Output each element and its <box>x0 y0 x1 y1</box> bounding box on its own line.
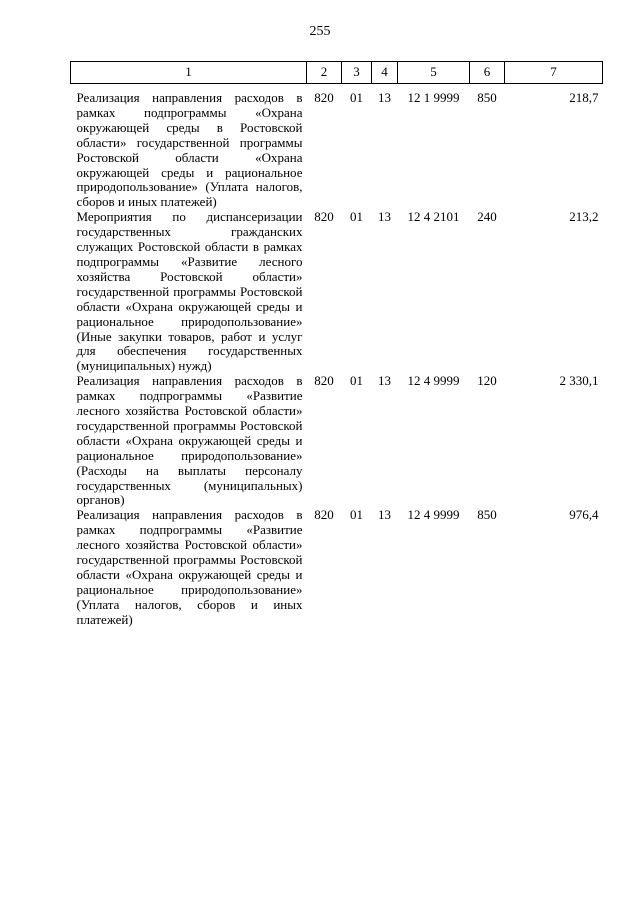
column-header-6: 6 <box>470 62 505 84</box>
row-subsection-code: 13 <box>378 507 391 523</box>
table-row <box>71 84 603 211</box>
table-row <box>71 508 603 627</box>
row-amount: 218,7 <box>569 90 599 105</box>
row-amount: 2 330,1 <box>559 373 599 389</box>
row-target-article: 12 4 2101 <box>407 209 460 225</box>
row-expense-type: 850 <box>477 507 497 523</box>
column-header-5: 5 <box>398 62 470 84</box>
row-ministry-code: 820 <box>314 90 334 105</box>
table-row <box>71 374 603 508</box>
row-description: Мероприятия по диспансеризации государственных гражданских служащих Ростовской области в рамках подпрограммы «Развитие лесного хозяйства Ростовской области» государственной программы Ростовской области «Охрана окружающей среды и рациональное природопользование» (Иные закупки товаров, работ и услуг для обеспечения государственных (муниципальных) нужд) <box>76 209 303 374</box>
column-header-7: 7 <box>505 62 603 84</box>
row-description: Реализация направления расходов в рамках подпрограммы «Развитие лесного хозяйства Ростовской области» государственной программы Ростовской области «Охрана окружающей среды и рациональное природопользование» (Расходы на выплаты персоналу государственных (муниципальных) органов) <box>76 373 303 508</box>
column-header-2: 2 <box>307 62 342 84</box>
row-description: Реализация направления расходов в рамках подпрограммы «Развитие лесного хозяйства Ростовской области» государственной программы Ростовской области «Охрана окружающей среды и рациональное природопользование» (Уплата налогов, сборов и иных платежей) <box>76 507 303 627</box>
row-section-code: 01 <box>350 209 363 225</box>
column-header-3: 3 <box>342 62 372 84</box>
row-subsection-code: 13 <box>378 373 391 389</box>
row-expense-type: 850 <box>477 90 497 105</box>
row-section-code: 01 <box>350 373 363 389</box>
row-section-code: 01 <box>350 90 363 105</box>
row-expense-type: 120 <box>477 373 497 389</box>
row-ministry-code: 820 <box>314 507 334 523</box>
row-ministry-code: 820 <box>314 373 334 389</box>
row-description: Реализация направления расходов в рамках подпрограммы «Охрана окружающей среды в Ростовской области» государственной программы Ростовской области «Охрана окружающей среды и рациональное природопользование» (Уплата налогов, сборов и иных платежей) <box>76 90 303 210</box>
row-amount: 213,2 <box>569 209 599 225</box>
column-header-4: 4 <box>372 62 398 84</box>
table-row <box>71 210 603 374</box>
column-header-1: 1 <box>71 62 307 84</box>
budget-table <box>70 61 603 628</box>
table-header-row <box>71 62 603 84</box>
row-ministry-code: 820 <box>314 209 334 225</box>
row-target-article: 12 4 9999 <box>407 373 460 389</box>
row-target-article: 12 4 9999 <box>407 507 460 523</box>
row-section-code: 01 <box>350 507 363 523</box>
row-subsection-code: 13 <box>378 209 391 225</box>
row-expense-type: 240 <box>477 209 497 225</box>
page-number: 255 <box>309 24 331 39</box>
row-amount: 976,4 <box>569 507 599 523</box>
row-target-article: 12 1 9999 <box>407 90 460 105</box>
row-subsection-code: 13 <box>378 90 391 105</box>
